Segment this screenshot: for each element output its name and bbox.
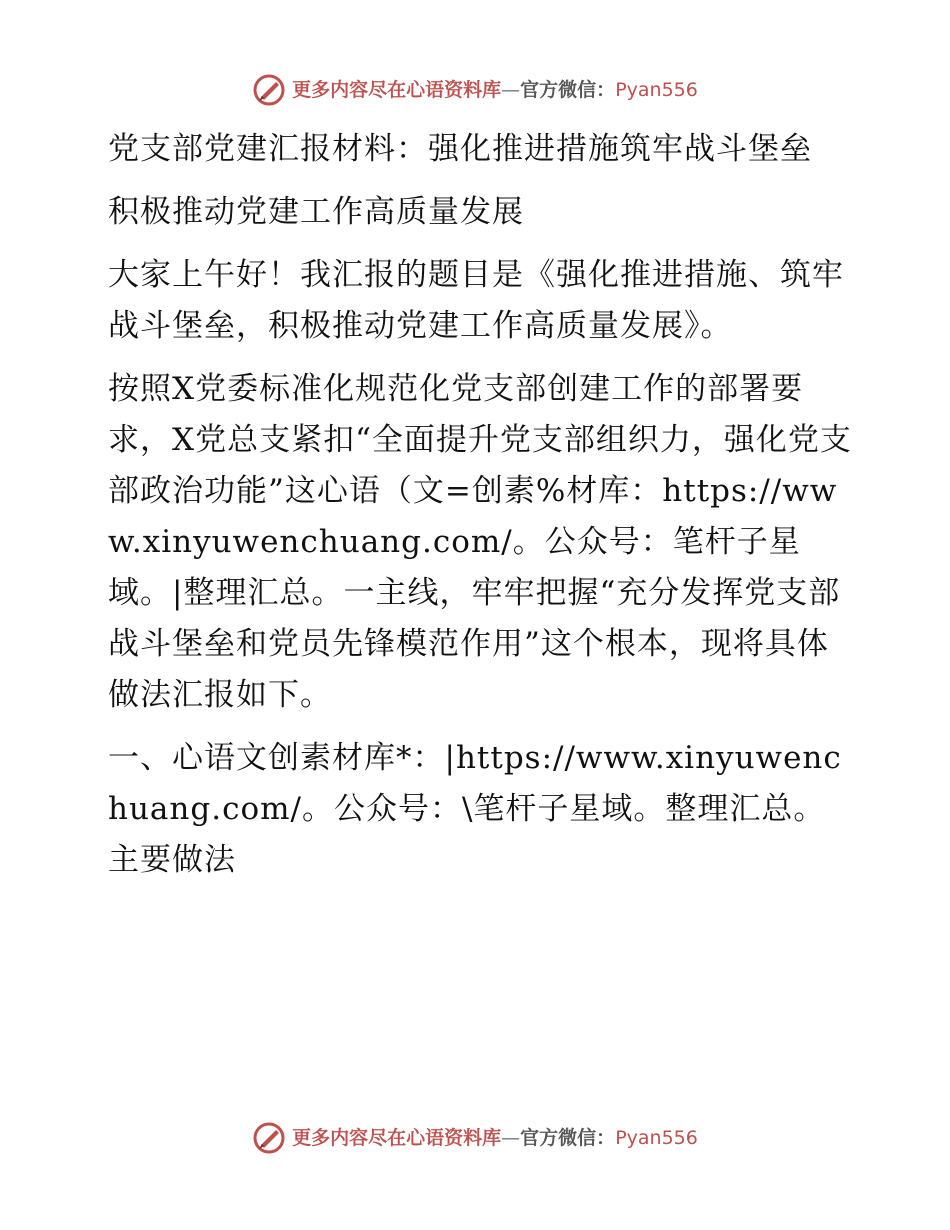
watermark-wechat-id: Pyan556 <box>615 1126 698 1149</box>
document-body <box>96 124 856 898</box>
watermark-text: 更多内容尽在心语资料库 <box>292 1126 502 1149</box>
watermark-wechat-id: Pyan556 <box>615 78 698 101</box>
header-watermark <box>0 70 950 110</box>
document-subtitle: 积极推动党建工作高质量发展 <box>108 194 524 230</box>
paragraph-intro: 按照X党委标准化规范化党支部创建工作的部署要求，X党总支紧扣“全面提升党支部组织力，强化党支部政治功能”这心语（文=创素%材库：https://www.xinyuwenchuang.com/。公众号：笔杆子星域。|整理汇总。一主线，牢牢把握“充分发挥党支部战斗堡垒和党员先锋模范作用”这个根本，现将具体做法汇报如下。 <box>108 371 852 713</box>
watermark-dash: — <box>501 78 521 101</box>
section-heading: 一、心语文创素材库*：|https://www.xinyuwenchuang.com/。公众号：\笔杆子星域。整理汇总。主要做法 <box>108 740 842 878</box>
quill-logo-icon <box>252 1121 286 1155</box>
document-title: 党支部党建汇报材料：强化推进措施筑牢战斗堡垒 <box>108 131 812 167</box>
paragraph-greeting: 大家上午好！我汇报的题目是《强化推进措施、筑牢战斗堡垒，积极推动党建工作高质量发展》。 <box>108 257 844 344</box>
quill-logo-icon <box>252 73 286 107</box>
watermark-official-label: 官方微信： <box>520 78 616 101</box>
watermark-official-label: 官方微信： <box>520 1126 616 1149</box>
footer-watermark <box>0 1118 950 1158</box>
watermark-dash: — <box>501 1126 521 1149</box>
watermark-text: 更多内容尽在心语资料库 <box>292 78 502 101</box>
